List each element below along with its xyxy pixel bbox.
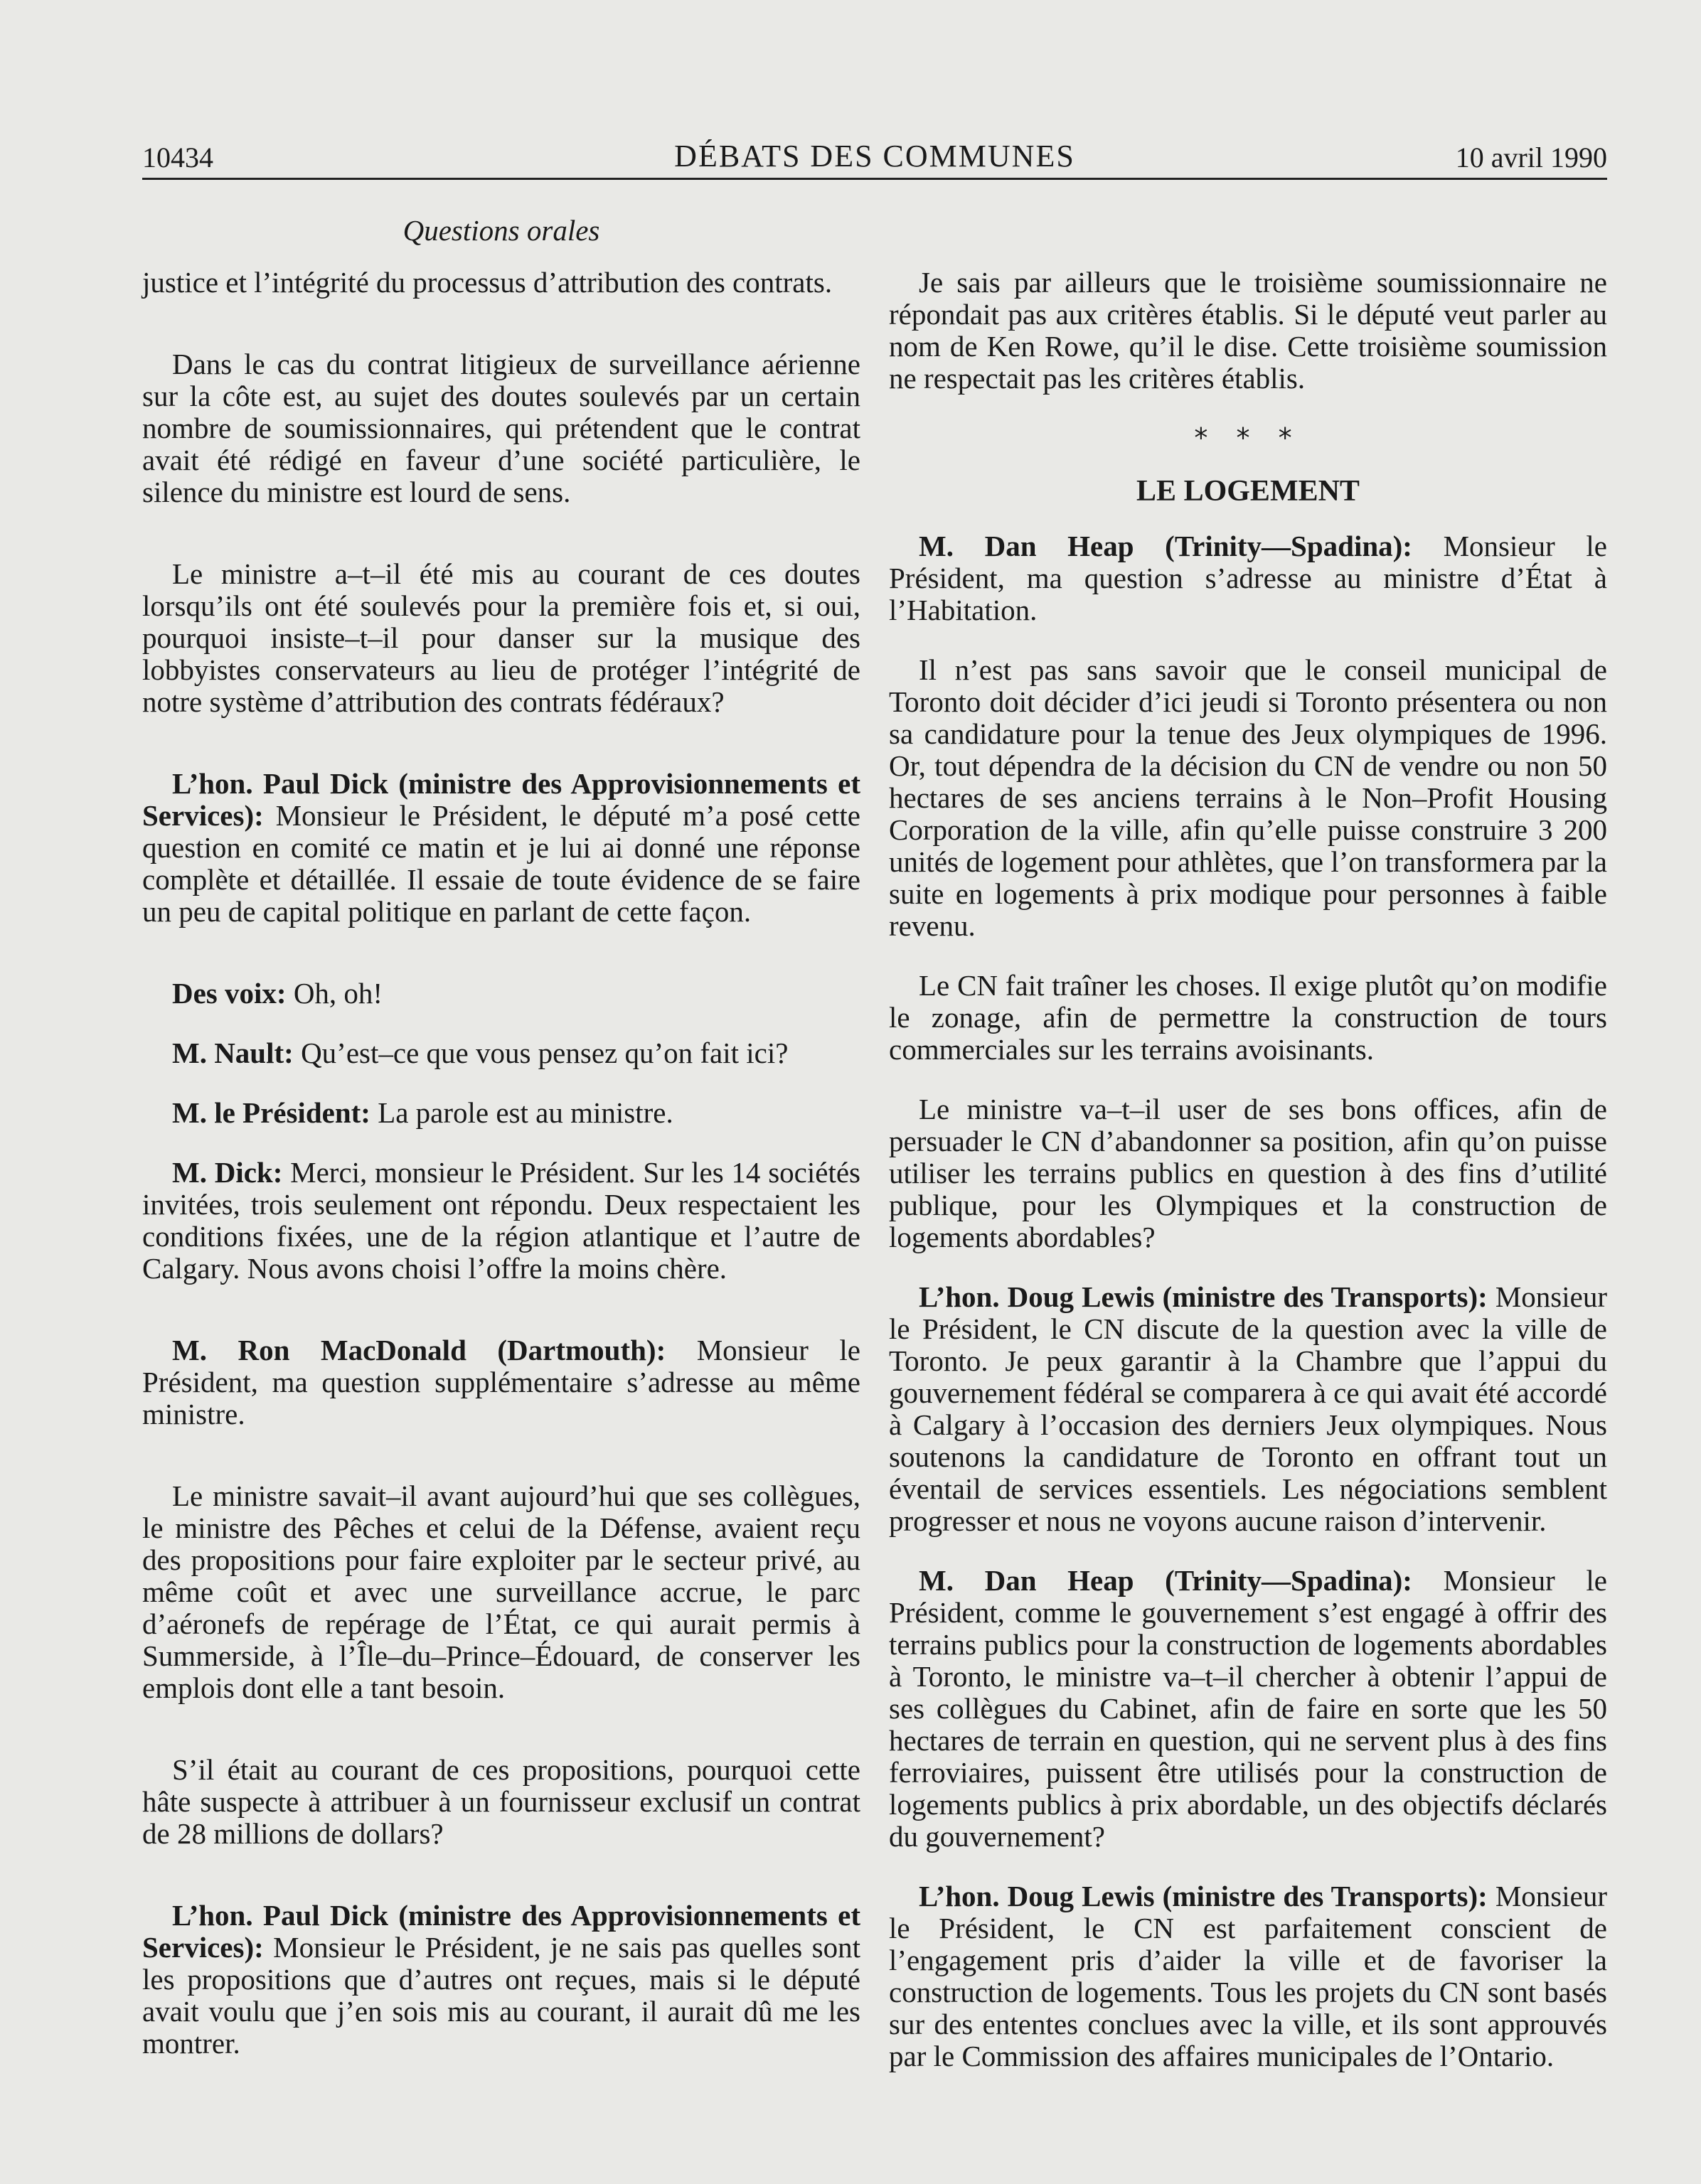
publication-title: DÉBATS DES COMMUNES bbox=[674, 139, 1075, 173]
speaker-name: L’hon. Paul Dick (ministre des Approvisionnements et Services): bbox=[142, 1899, 860, 1964]
speech-text: Monsieur le Président, ma question s’adresse au ministre d’État à l’Habitation. bbox=[889, 530, 1607, 626]
speech-paragraph bbox=[142, 1900, 860, 2060]
paragraph: Le CN fait traîner les choses. Il exige plutôt qu’on modifie le zonage, afin de permettre la construction de tours commerciales sur les terrains avoisinants. bbox=[889, 969, 1607, 1066]
speech-paragraph bbox=[889, 530, 1607, 626]
speech-text: Monsieur le Président, comme le gouvernement s’est engagé à offrir des terrains publics pour la construction de logements abordables à Toronto, le ministre va–t–il chercher à obtenir l’appui de ses collègues du Cabinet, afin de faire en sorte que les 50 hectares de terrain en question, qui ne servent plus à des fins ferroviaires, puissent être utilisés pour la construction de logements publics à prix abordable, un des objectifs déclarés du gouvernement? bbox=[889, 1564, 1607, 1853]
paragraph: Le ministre savait–il avant aujourd’hui que ses collègues, le ministre des Pêches et celui de la Défense, avaient reçu des propositions pour faire exploiter par le secteur privé, au même coût et avec une surveillance accrue, le parc d’aéronefs de repérage de l’État, ce qui aurait permis à Summerside, à l’Île–du–Prince–Édouard, de conserver les emplois dont elle a tant besoin. bbox=[142, 1479, 860, 1704]
speaker-name: M. le Président: bbox=[172, 1096, 370, 1129]
paragraph: Il n’est pas sans savoir que le conseil municipal de Toronto doit décider d’ici jeudi si Toronto présentera ou non sa candidature pour la tenue des Jeux olympiques de 1996. Or, tout dépendra de la décision du CN de vendre ou non 50 hectares de ses anciens terrains à le Non–Profit Housing Corporation de la ville, afin qu’elle puisse construire 3 200 unités de logement pour athlètes, que l’on transformera par la suite en logements à prix modique pour personnes à faible revenu. bbox=[889, 653, 1607, 942]
speaker-name: L’hon. Doug Lewis (ministre des Transports): bbox=[919, 1280, 1488, 1313]
section-label: Questions orales bbox=[402, 214, 600, 247]
speaker-name: Des voix: bbox=[172, 977, 287, 1010]
speech-paragraph bbox=[889, 1565, 1607, 1853]
publication-date: 10 avril 1990 bbox=[1455, 141, 1607, 173]
page-header bbox=[142, 135, 1607, 180]
speaker-name: M. Dan Heap (Trinity—Spadina): bbox=[919, 530, 1412, 562]
speaker-name: L’hon. Doug Lewis (ministre des Transports): bbox=[919, 1880, 1488, 1912]
speaker-name: M. Dick: bbox=[172, 1156, 283, 1189]
speech-paragraph bbox=[142, 1334, 860, 1430]
speech-paragraph bbox=[142, 1157, 860, 1285]
speech-text: Merci, monsieur le Président. Sur les 14 sociétés invitées, trois seulement ont répondu. Deux respectaient les conditions fixées, une de la région atlantique et l’autre de Calgary. Nous avons choisi l’offre la moins chère. bbox=[142, 1156, 860, 1285]
paragraph: Dans le cas du contrat litigieux de surveillance aérienne sur la côte est, au sujet des doutes soulevés par un certain nombre de soumissionnaires, qui prétendent que le contrat avait été rédigé en faveur d’une société particulière, le silence du ministre est lourd de sens. bbox=[142, 348, 860, 508]
speech-paragraph bbox=[889, 1281, 1607, 1537]
speech-paragraph bbox=[142, 1097, 860, 1129]
right-column bbox=[889, 267, 1607, 2100]
section-heading: LE LOGEMENT bbox=[1136, 475, 1360, 508]
paragraph: justice et l’intégrité du processus d’attribution des contrats. bbox=[142, 266, 833, 299]
speaker-name: M. Ron MacDonald (Dartmouth): bbox=[172, 1334, 666, 1366]
paragraph: Le ministre a–t–il été mis au courant de ces doutes lorsqu’ils ont été soulevés pour la première fois et, si oui, pourquoi insiste–t–il pour danser sur la musique des lobbyistes conservateurs au lieu de protéger l’intégrité de notre système d’attribution des contrats fédéraux? bbox=[142, 557, 860, 718]
speech-paragraph bbox=[889, 1880, 1607, 2072]
section-separator: * * * bbox=[1194, 422, 1302, 454]
speech-text: Monsieur le Président, je ne sais pas quelles sont les propositions que d’autres ont reçues, mais si le député avait voulu que j’en sois mis au courant, il aurait dû me les montrer. bbox=[142, 1931, 860, 2060]
speech-text: Monsieur le Président, le député m’a posé cette question en comité ce matin et je lui ai donné une réponse complète et détaillée. Il essaie de toute évidence de se faire un peu de capital politique en parlant de cette façon. bbox=[142, 799, 860, 928]
speech-paragraph bbox=[142, 1037, 860, 1069]
paragraph: Je sais par ailleurs que le troisième soumissionnaire ne répondait pas aux critères établis. Si le député veut parler au nom de Ken Rowe, qu’il le dise. Cette troisième soumission ne respectait pas les critères établis. bbox=[889, 266, 1607, 395]
speech-text: La parole est au ministre. bbox=[370, 1096, 673, 1129]
speech-paragraph bbox=[142, 768, 860, 928]
speech-text: Oh, oh! bbox=[286, 977, 383, 1010]
speaker-name: L’hon. Paul Dick (ministre des Approvisionnements et Services): bbox=[142, 767, 860, 832]
speech-text: Monsieur le Président, le CN est parfaitement conscient de l’engagement pris d’aider la ville et de favoriser la construction de logements. Tous les projets du CN sont basés sur des ententes conclues avec la ville, et ils sont approuvés par le Commission des affaires municipales de l’Ontario. bbox=[889, 1880, 1607, 2072]
speech-text: Monsieur le Président, le CN discute de la question avec la ville de Toronto. Je peux garantir à la Chambre que l’appui du gouvernement fédéral se comparera à ce qui avait été accordé à Calgary à l’occasion des derniers Jeux olympiques. Nous soutenons la candidature de Toronto en offrant tout un éventail de services essentiels. Les négociations semblent progresser et nous ne voyons aucune raison d’intervenir. bbox=[889, 1280, 1607, 1537]
speech-text: Qu’est–ce que vous pensez qu’on fait ici? bbox=[293, 1037, 789, 1069]
paragraph: S’il était au courant de ces propositions, pourquoi cette hâte suspecte à attribuer à un fournisseur exclusif un contrat de 28 millions de dollars? bbox=[142, 1753, 860, 1850]
speaker-name: M. Nault: bbox=[172, 1037, 294, 1069]
speech-paragraph bbox=[142, 978, 860, 1010]
speech-text: Monsieur le Président, ma question supplémentaire s’adresse au même ministre. bbox=[142, 1334, 860, 1430]
paragraph: Le ministre va–t–il user de ses bons offices, afin de persuader le CN d’abandonner sa position, afin qu’on puisse utiliser les terrains publics en question à des fins d’utilité publique, pour les Olympiques et la construction de logements abordables? bbox=[889, 1093, 1607, 1253]
speaker-name: M. Dan Heap (Trinity—Spadina): bbox=[919, 1564, 1412, 1597]
page-number: 10434 bbox=[142, 141, 213, 173]
left-column bbox=[142, 267, 860, 2087]
